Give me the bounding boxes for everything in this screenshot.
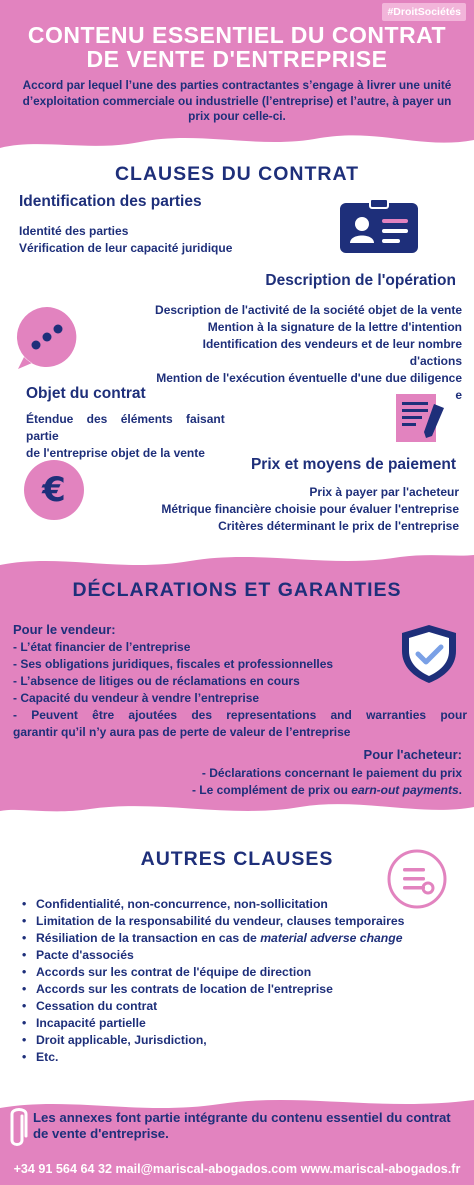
objet-line-1: Étendue des éléments faisant — [26, 412, 225, 426]
list-item: • Etc. — [22, 1049, 454, 1066]
list-item: • Confidentialité, non-concurrence, non-sollicitation — [22, 896, 454, 913]
objet-title: Objet du contrat — [26, 385, 146, 402]
description-line-2: Mention à la signature de la lettre d'intention — [207, 320, 462, 334]
shield-check-icon — [398, 623, 460, 685]
euro-icon: € — [24, 460, 84, 520]
vendeur-line-4: - Capacité du vendeur à vendre l’entreprise — [13, 691, 260, 705]
prix-lines — [99, 484, 459, 535]
vendeur-line-3: - L’absence de litiges ou de réclamations en cours — [13, 674, 300, 688]
vendeur-line-1: - L’état financier de l’entreprise — [13, 640, 191, 654]
list-item: • Accords sur les contrats de location de l'entreprise — [22, 981, 454, 998]
vendeur-line-2: - Ses obligations juridiques, fiscales et professionnelles — [13, 657, 334, 671]
speech-bubble-icon — [14, 305, 80, 371]
description-line-3: Identification des vendeurs et de leur nombre — [202, 337, 462, 351]
description-line-1: Description de l'activité de la société objet de la vente — [155, 303, 462, 317]
description-title: Description de l'opération — [265, 272, 456, 289]
id-card-icon — [340, 199, 418, 255]
resiliation-text: Résiliation de la transaction en cas de — [36, 931, 261, 945]
objet-line-3: de l'entreprise objet de la vente — [26, 446, 205, 460]
autres-heading: AUTRES CLAUSES — [140, 848, 334, 870]
list-item: • Incapacité partielle — [22, 1015, 454, 1032]
clauses-heading: CLAUSES DU CONTRAT — [114, 163, 360, 185]
declarations-heading: DÉCLARATIONS ET GARANTIES — [72, 579, 402, 601]
vendeur-line-6: garantir qu’il n’y aura pas de perte de valeur de l’entreprise — [13, 725, 351, 739]
acheteur-line-2 — [192, 782, 462, 799]
prix-title: Prix et moyens de paiement — [250, 456, 456, 473]
identification-title: Identification des parties — [19, 193, 202, 210]
page-title — [0, 23, 474, 71]
objet-line-2: partie — [26, 429, 59, 443]
resiliation-italic: material adverse change — [260, 931, 403, 945]
title-line-2: DE VENTE D'ENTREPRISE — [86, 46, 388, 72]
prix-line-1: Prix à payer par l'acheteur — [309, 485, 459, 499]
list-item: • Accords sur les contrat de l'équipe de direction — [22, 964, 454, 981]
paperclip-icon — [4, 1106, 30, 1152]
document-pen-icon — [396, 392, 448, 444]
objet-lines — [26, 411, 266, 462]
list-item: • Cessation du contrat — [22, 998, 454, 1015]
title-line-1: CONTENU ESSENTIEL DU CONTRAT — [27, 22, 447, 48]
list-item: • Pacte d'associés — [22, 947, 454, 964]
intro-text: Accord par lequel l’une des parties contractantes s’engage à livrer une unité d’exploitation commerciale ou industrielle (l’entreprise) et l’autre, à payer un prix pour celle-ci. — [22, 78, 452, 123]
acheteur-line-2-b: earn-out payments — [351, 783, 459, 797]
footer-note: Les annexes font partie intégrante du contenu essentiel du contrat de vente d'entreprise. — [33, 1110, 451, 1141]
identification-line-2: Vérification de leur capacité juridique — [19, 241, 233, 255]
contact-line: +34 91 564 64 32 mail@mariscal-abogados.com www.mariscal-abogados.fr — [13, 1162, 461, 1176]
hashtag-badge: #DroitSociétés — [382, 3, 466, 21]
description-line-4: d'actions — [409, 354, 462, 368]
acheteur-line-2-a: - Le complément de prix ou — [191, 783, 352, 797]
description-line-6: e — [455, 388, 462, 402]
autres-list — [22, 896, 454, 1066]
prix-line-2: Métrique financière choisie pour évaluer l'entreprise — [161, 502, 459, 516]
description-lines — [102, 302, 462, 404]
acheteur-line-2-c: . — [458, 783, 462, 797]
prix-line-3: Critères déterminant le prix de l'entreprise — [218, 519, 459, 533]
acheteur-line-1: - Déclarations concernant le paiement du prix — [201, 766, 462, 780]
list-item-resiliation — [22, 930, 454, 947]
acheteur-title: Pour l'acheteur: — [363, 747, 462, 762]
vendeur-title: Pour le vendeur: — [13, 622, 116, 637]
identification-line-1: Identité des parties — [19, 224, 129, 238]
list-item: • Limitation de la responsabilité du vendeur, clauses temporaires — [22, 913, 454, 930]
list-item: • Droit applicable, Jurisdiction, — [22, 1032, 454, 1049]
description-line-5: Mention de l'exécution éventuelle d'une due diligence — [156, 371, 462, 385]
vendeur-line-5: - Peuvent être ajoutées des representations and warranties pour — [13, 708, 467, 722]
